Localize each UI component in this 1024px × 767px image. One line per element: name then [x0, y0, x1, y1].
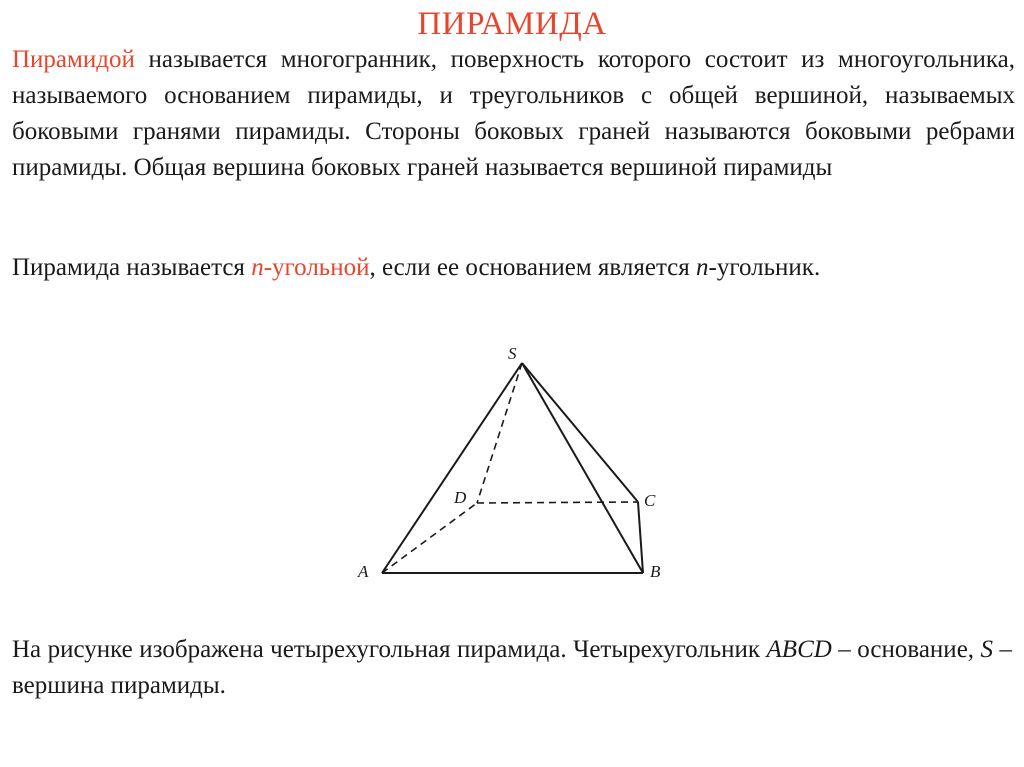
caption-tail: – вершина пирамиды. — [12, 636, 1012, 699]
pyramid-diagram — [340, 335, 700, 595]
n-gonal-n-symbol-2: n — [696, 254, 709, 281]
edge-SC — [522, 363, 638, 502]
pyramid-figure — [340, 335, 700, 595]
edge-SD-hidden — [477, 363, 522, 503]
vertex-label-B: B — [650, 562, 661, 581]
caption-paragraph — [12, 632, 1012, 704]
caption-lead: На рисунке изображена четырехугольная пирамида. Четырехугольник — [12, 636, 767, 663]
slide-title: ПИРАМИДА — [417, 6, 607, 42]
vertex-label-C: C — [644, 491, 656, 510]
caption-apex-symbol: S — [980, 636, 994, 663]
n-gonal-n-symbol: n — [251, 254, 264, 281]
n-gonal-tail: -угольник. — [708, 254, 821, 281]
edge-BC — [638, 502, 643, 573]
n-gonal-paragraph — [12, 250, 1015, 286]
caption-base-symbol: ABCD — [766, 636, 832, 663]
edge-SB — [522, 363, 643, 573]
vertex-label-D: D — [454, 488, 467, 507]
vertex-label-A: A — [358, 562, 369, 581]
edge-AD-hidden — [382, 503, 477, 573]
n-gonal-term: -угольной — [263, 254, 370, 281]
n-gonal-lead: Пирамида называется — [12, 254, 252, 281]
edge-DC-hidden — [477, 502, 638, 503]
definition-paragraph — [12, 42, 1015, 186]
caption-mid: – основание, — [831, 636, 981, 663]
definition-term: Пирамидой — [12, 46, 135, 73]
n-gonal-mid: , если ее основанием является — [369, 254, 697, 281]
vertex-label-S: S — [508, 344, 517, 363]
edge-SA — [382, 363, 522, 573]
definition-text: называется многогранник, поверхность которого состоит из многоугольника, называемого основанием пирамиды, и треугольников с общей вершиной, называемых боковыми гранями пирамиды. Стороны боковых граней называются боковыми ребрами пирамиды. Общая вершина боковых граней называется вершиной пирамиды — [12, 46, 1015, 181]
